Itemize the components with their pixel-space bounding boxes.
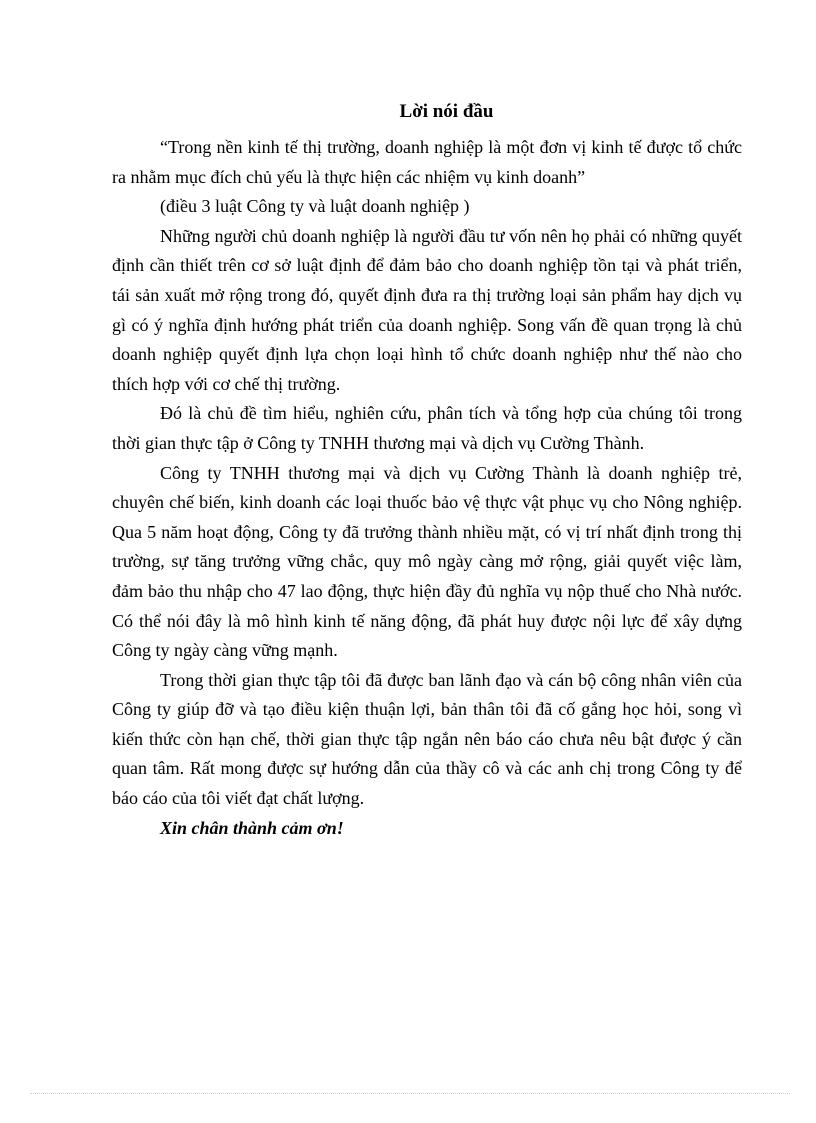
- body-paragraph: Công ty TNHH thương mại và dịch vụ Cường Thành là doanh nghiệp trẻ, chuyên chế biến, kinh doanh các loại thuốc bảo vệ thực vật phục vụ cho Nông nghiệp. Qua 5 năm hoạt động, Công ty đã trưởng thành nhiều mặt, có vị trí nhất định trong thị trường, sự tăng trưởng vững chắc, quy mô ngày càng mở rộng, giải quyết việc làm, đảm bảo thu nhập cho 47 lao động, thực hiện đầy đủ nghĩa vụ nộp thuế cho Nhà nước. Có thể nói đây là mô hình kinh tế năng động, đã phát huy được nội lực để xây dựng Công ty ngày càng vững mạnh.: [112, 462, 742, 661]
- citation-paragraph: (điều 3 luật Công ty và luật doanh nghiệp ): [160, 196, 470, 217]
- page-footer-divider: [30, 1093, 790, 1094]
- closing-line: Xin chân thành cảm ơn!: [160, 817, 344, 838]
- document-title: Lời nói đầu: [399, 101, 494, 122]
- body-paragraph: Trong thời gian thực tập tôi đã được ban lãnh đạo và cán bộ công nhân viên của Công ty giúp đỡ và tạo điều kiện thuận lợi, bản thân tôi đã cố gắng học hỏi, song vì kiến thức còn hạn chế, thời gian thực tập ngắn nên báo cáo chưa nêu bật được ý cần quan tâm. Rất mong được sự hướng dẫn của thầy cô và các anh chị trong Công ty để báo cáo của tôi viết đạt chất lượng.: [112, 669, 742, 809]
- quote-paragraph: “Trong nền kinh tế thị trường, doanh nghiệp là một đơn vị kinh tế được tổ chức ra nhằm mục đích chủ yếu là thực hiện các nhiệm vụ kinh doanh”: [112, 137, 742, 187]
- body-paragraph: Đó là chủ đề tìm hiểu, nghiên cứu, phân tích và tổng hợp của chúng tôi trong thời gian thực tập ở Công ty TNHH thương mại và dịch vụ Cường Thành.: [112, 403, 742, 453]
- document-body: [112, 133, 742, 843]
- body-paragraph: Những người chủ doanh nghiệp là người đầu tư vốn nên họ phải có những quyết định cần thiết trên cơ sở luật định để đảm bảo cho doanh nghiệp tồn tại và phát triển, tái sản xuất mở rộng trong đó, quyết định đưa ra thị trường loại sản phẩm hay dịch vụ gì có ý nghĩa định hướng phát triển của doanh nghiệp. Song vấn đề quan trọng là chủ doanh nghiệp quyết định lựa chọn loại hình tổ chức doanh nghiệp như thế nào cho thích hợp với cơ chế thị trường.: [112, 225, 742, 394]
